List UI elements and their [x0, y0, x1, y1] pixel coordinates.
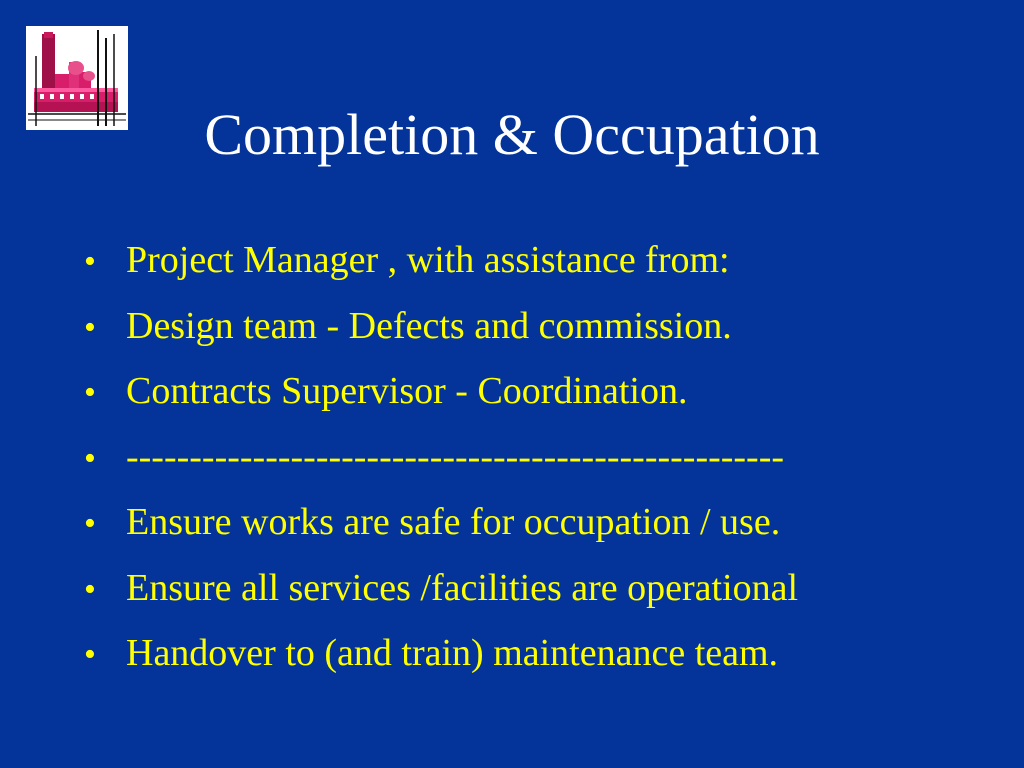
bullet-text: Contracts Supervisor - Coordination.	[126, 370, 688, 412]
bullet-item	[84, 359, 798, 425]
bullet-item	[84, 490, 798, 556]
slide-title: Completion & Occupation	[204, 102, 820, 167]
bullet-text: Project Manager , with assistance from:	[126, 239, 730, 281]
bullet-dot-icon	[84, 294, 126, 361]
bullet-item	[84, 621, 798, 687]
bullet-list	[84, 228, 798, 687]
bullet-item	[84, 556, 798, 622]
bullet-dot-icon	[84, 359, 126, 426]
bullet-text: Design team - Defects and commission.	[126, 304, 732, 347]
bullet-text: ----------------------------------------------------	[126, 435, 785, 478]
bullet-item	[84, 294, 798, 360]
bullet-text: Ensure works are safe for occupation / use.	[126, 501, 781, 543]
bullet-text: Ensure all services /facilities are operational	[126, 566, 799, 609]
bullet-item	[84, 228, 798, 294]
bullet-dot-icon	[84, 556, 126, 623]
bullet-item	[84, 425, 798, 491]
bullet-dot-icon	[84, 425, 126, 492]
bullet-dot-icon	[84, 490, 126, 557]
bullet-dot-icon	[84, 621, 126, 688]
bullet-dot-icon	[84, 228, 126, 295]
bullet-text: Handover to (and train) maintenance team.	[126, 632, 779, 674]
